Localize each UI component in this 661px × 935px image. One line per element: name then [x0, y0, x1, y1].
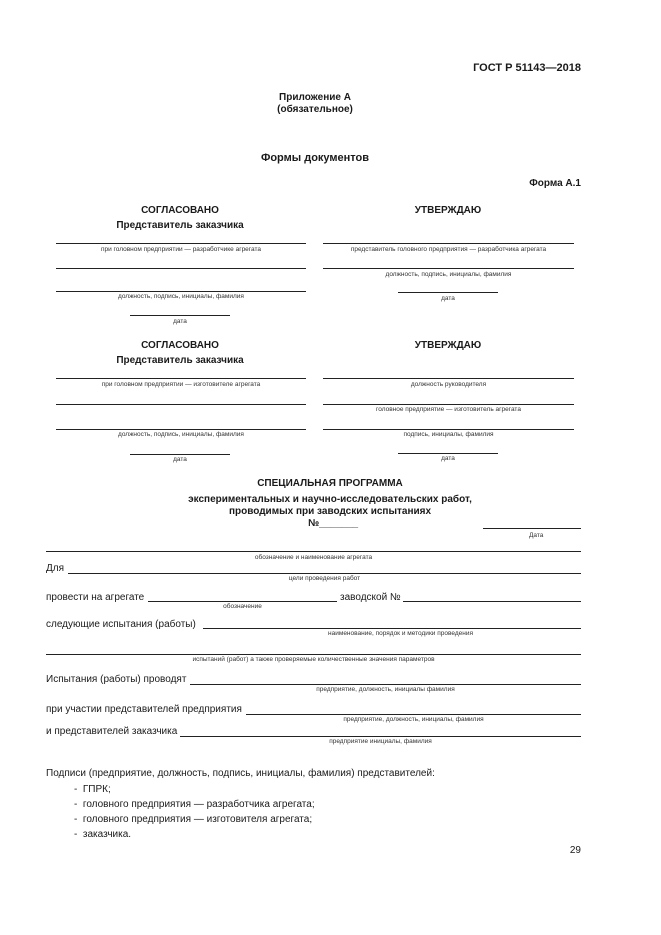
- conduct-label: провести на агрегате: [46, 592, 145, 603]
- signature-item: - заказчика.: [74, 829, 132, 840]
- tests-line[interactable]: [203, 628, 581, 629]
- designation-line[interactable]: [148, 601, 337, 602]
- tests-caption: наименование, порядок и методики проведения: [328, 630, 473, 637]
- date-line[interactable]: [398, 453, 498, 454]
- for-label: Для: [46, 563, 65, 574]
- signature-item: - головного предприятия — изготовителя агрегата;: [74, 814, 313, 825]
- caption: представитель головного предприятия — разработчика агрегата: [350, 246, 547, 253]
- section-title: Формы документов: [260, 152, 370, 164]
- conducted-by-caption: предприятие, должность, инициалы фамилия: [316, 686, 455, 693]
- date-line[interactable]: [130, 315, 230, 316]
- signature-line[interactable]: [56, 404, 306, 405]
- date-caption: дата: [173, 318, 187, 325]
- date-line[interactable]: [398, 292, 498, 293]
- for-line[interactable]: [68, 573, 581, 574]
- customer-rep-heading: Представитель заказчика: [116, 355, 244, 366]
- program-title: СПЕЦИАЛЬНАЯ ПРОГРАММА: [257, 478, 403, 489]
- signature-line[interactable]: [56, 291, 306, 292]
- program-number[interactable]: №_______: [308, 518, 359, 529]
- signature-item-text: заказчика.: [82, 829, 132, 840]
- params-caption: испытаний (работ) а также проверяемые количественные значения параметров: [192, 656, 435, 663]
- customer-caption: предприятие инициалы, фамилия: [329, 738, 432, 745]
- params-line[interactable]: [46, 654, 581, 655]
- date-caption: Дата: [529, 532, 544, 539]
- signature-item-text: головного предприятия — изготовителя агрегата;: [82, 814, 313, 825]
- caption: при головном предприятии — изготовителе агрегата: [101, 381, 261, 388]
- standard-code: ГОСТ Р 51143—2018: [473, 62, 581, 74]
- signature-item-text: ГПРК;: [82, 784, 111, 795]
- signature-item: - головного предприятия — разработчика агрегата;: [74, 799, 315, 810]
- customer-label: и представителей заказчика: [46, 726, 178, 737]
- signature-line[interactable]: [56, 243, 306, 244]
- signature-line[interactable]: [323, 404, 574, 405]
- participants-label: при участии представителей предприятия: [46, 704, 242, 715]
- customer-rep-heading: Представитель заказчика: [116, 220, 244, 231]
- caption: должность, подпись, инициалы, фамилия: [385, 271, 512, 278]
- page-number: 29: [569, 845, 581, 856]
- program-subtitle-1: экспериментальных и научно-исследовательских работ,: [188, 494, 472, 505]
- signature-line[interactable]: [323, 429, 574, 430]
- caption: подпись, инициалы, фамилия: [403, 431, 494, 438]
- date-caption: дата: [441, 295, 455, 302]
- participants-line[interactable]: [246, 714, 581, 715]
- for-caption: цели проведения работ: [288, 575, 361, 582]
- conducted-by-line[interactable]: [190, 684, 581, 685]
- customer-line[interactable]: [180, 736, 581, 737]
- unit-line[interactable]: [46, 551, 581, 552]
- caption: должность, подпись, инициалы, фамилия: [118, 431, 244, 438]
- approve-heading: УТВЕРЖДАЮ: [414, 340, 482, 351]
- annex-title: Приложение А: [279, 92, 351, 103]
- participants-caption: предприятие, должность, инициалы, фамилия: [343, 716, 484, 723]
- designation-caption: обозначение: [223, 603, 262, 610]
- signature-line[interactable]: [56, 429, 306, 430]
- signature-item: - ГПРК;: [74, 784, 111, 795]
- signatures-intro: Подписи (предприятие, должность, подпись, инициалы, фамилия) представителей:: [46, 768, 435, 779]
- signature-line[interactable]: [323, 268, 574, 269]
- signature-item-text: головного предприятия — разработчика агрегата;: [82, 799, 315, 810]
- agreed-heading: СОГЛАСОВАНО: [141, 205, 219, 216]
- annex-status: (обязательное): [277, 104, 353, 115]
- serial-label: заводской №: [340, 592, 401, 603]
- serial-line[interactable]: [403, 601, 581, 602]
- signature-line[interactable]: [56, 268, 306, 269]
- date-line[interactable]: [483, 528, 581, 529]
- approve-heading: УТВЕРЖДАЮ: [414, 205, 482, 216]
- date-caption: дата: [441, 455, 455, 462]
- caption: должность, подпись, инициалы, фамилия: [118, 293, 244, 300]
- form-label: Форма А.1: [529, 178, 581, 189]
- caption: при головном предприятии — разработчике агрегата: [100, 246, 262, 253]
- date-caption: дата: [173, 456, 187, 463]
- unit-caption: обозначение и наименование агрегата: [254, 554, 373, 561]
- program-subtitle-2: проводимых при заводских испытаниях: [228, 506, 432, 517]
- caption: головное предприятие — изготовитель агрегата: [376, 406, 521, 413]
- tests-label: следующие испытания (работы): [46, 619, 196, 630]
- agreed-heading: СОГЛАСОВАНО: [141, 340, 219, 351]
- signature-line[interactable]: [56, 378, 306, 379]
- caption: должность руководителя: [410, 381, 487, 388]
- date-line[interactable]: [130, 454, 230, 455]
- signature-line[interactable]: [323, 378, 574, 379]
- signature-line[interactable]: [323, 243, 574, 244]
- conducted-by-label: Испытания (работы) проводят: [46, 674, 187, 685]
